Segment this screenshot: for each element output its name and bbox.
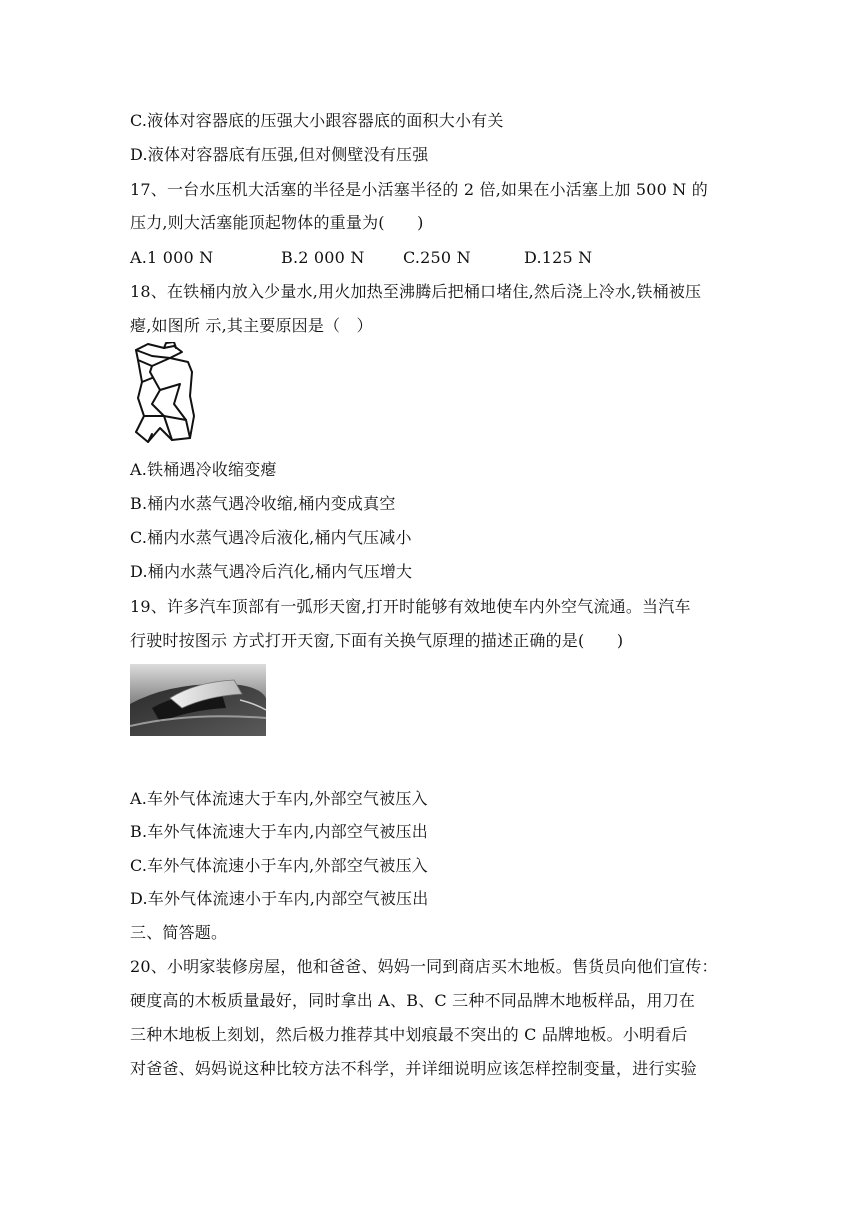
q20-line4: 对爸爸、妈妈说这种比较方法不科学，并详细说明应该怎样控制变量，进行实验 [130,1059,698,1078]
q17-option-a: A.1 000 N [130,248,214,267]
q17-stem-line2: 压力,则大活塞能顶起物体的重量为( ) [130,213,424,232]
q19-option-d: D.车外气体流速小于车内,内部空气被压出 [130,889,429,908]
q17-options [130,248,592,268]
q18-option-a: A.铁桶遇冷收缩变瘪 [130,460,277,479]
crushed-bucket-figure [130,342,196,446]
q20-line3: 三种木地板上刻划，然后极力推荐其中划痕最不突出的 C 品牌地板。小明看后 [130,1025,688,1044]
q18-option-b: B.桶内水蒸气遇冷收缩,桶内变成真空 [130,494,396,513]
q16-option-d: D.液体对容器底有压强,但对侧壁没有压强 [130,145,429,164]
q18-option-c: C.桶内水蒸气遇冷后液化,桶内气压减小 [130,528,412,547]
q19-option-a: A.车外气体流速大于车内,外部空气被压入 [130,789,428,808]
q20-line1: 20、小明家装修房屋，他和爸爸、妈妈一同到商店买木地板。售货员向他们宣传： [130,957,718,976]
q18-option-d: D.桶内水蒸气遇冷后汽化,桶内气压增大 [130,562,413,581]
crushed-bucket-drawing [130,342,196,446]
q18-stem-line1: 18、在铁桶内放入少量水,用火加热至沸腾后把桶口堵住,然后浇上冷水,铁桶被压 [130,282,702,301]
section-heading: 三、简答题。 [130,923,228,942]
q17-stem-line1: 17、一台水压机大活塞的半径是小活塞半径的 2 倍,如果在小活塞上加 500 N 的 [130,180,708,199]
q17-option-d: D.125 N [524,248,593,267]
car-sunroof-photo [130,664,266,736]
q17-option-c: C.250 N [403,248,471,267]
q19-option-b: B.车外气体流速大于车内,内部空气被压出 [130,822,428,841]
q16-option-c: C.液体对容器底的压强大小跟容器底的面积大小有关 [130,111,504,130]
q18-stem-line2: 瘪,如图所 示,其主要原因是（ ） [130,316,373,335]
q19-option-c: C.车外气体流速小于车内,外部空气被压入 [130,856,428,875]
q19-stem-line1: 19、许多汽车顶部有一弧形天窗,打开时能够有效地使车内外空气流通。当汽车 [130,597,691,616]
q19-stem-line2: 行驶时按图示 方式打开天窗,下面有关换气原理的描述正确的是( ) [130,631,624,650]
q17-option-b: B.2 000 N [281,248,365,267]
car-sunroof-figure [130,664,266,736]
q20-line2: 硬度高的木板质量最好，同时拿出 A、B、C 三种不同品牌木地板样品，用刀在 [130,991,696,1010]
